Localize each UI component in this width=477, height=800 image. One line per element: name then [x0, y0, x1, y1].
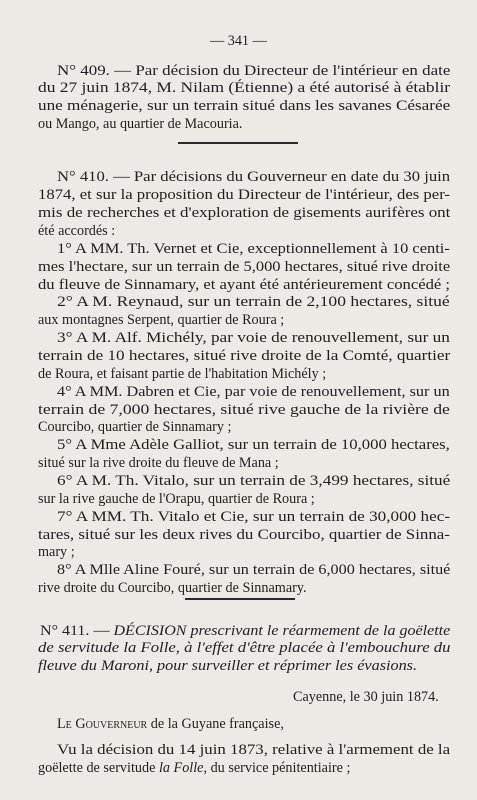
text-line: terrain de 7,000 hectares, situé rive gauche de la rivière de	[38, 402, 450, 418]
text-line: une ménagerie, sur un terrain situé dans les savanes Césarée	[38, 98, 451, 114]
text-line: 3° A M. Alf. Michély, par voie de renouvellement, sur un	[57, 330, 450, 346]
text-line: situé sur la rive droite du fleuve de Mana ;	[38, 455, 279, 471]
text-line: rive droite du Courcibo, quartier de Sinnamary.	[38, 580, 307, 596]
text-line: terrain de 10 hectares, situé rive droite de la Comté, quartier	[38, 348, 451, 364]
text-line: mis de recherches et d'exploration de gisements aurifères ont	[38, 205, 451, 221]
text-line: 6° A M. Th. Vitalo, sur un terrain de 3,499 hectares, situé	[57, 473, 451, 489]
text-line: du fleuve de Sinnamary, et ayant été antérieurement concédé ;	[38, 277, 451, 293]
section-divider	[185, 598, 295, 600]
authority-line: Le Gouverneur de la Guyane française,	[57, 716, 284, 732]
text-line: 1874, et sur la proposition du Directeur de l'intérieur, des per-	[38, 187, 450, 203]
text-line: goëlette de servitude la Folle, du service pénitentiaire ;	[38, 760, 351, 776]
text-line: tares, situé sur les deux rives du Courcibo, quartier de Sinna-	[38, 527, 450, 543]
text-line: 5° A Mme Adèle Galliot, sur un terrain de 10,000 hectares,	[57, 437, 450, 453]
heading-line: fleuve du Maroni, pour surveiller et réprimer les évasions.	[38, 658, 418, 674]
text-line: Courcibo, quartier de Sinnamary ;	[38, 419, 232, 435]
text-line: mes l'hectare, sur un terrain de 5,000 hectares, situé rive droite	[38, 259, 451, 275]
text-line: 1° A MM. Th. Vernet et Cie, exceptionnellement à 10 centi-	[57, 241, 450, 257]
text-line: aux montagnes Serpent, quartier de Roura ;	[38, 312, 285, 328]
page-number: — 341 —	[210, 33, 267, 49]
text-line: N° 409. — Par décision du Directeur de l'intérieur en date	[57, 63, 451, 79]
text-line: mary ;	[38, 544, 75, 560]
text-line: 8° A Mlle Aline Fouré, sur un terrain de 6,000 hectares, situé	[57, 562, 451, 578]
text-line: N° 410. — Par décisions du Gouverneur en date du 30 juin	[57, 169, 451, 185]
heading-line: de servitude la Folle, à l'effet d'être placée à l'embouchure du	[38, 640, 451, 656]
dateline: Cayenne, le 30 juin 1874.	[293, 689, 439, 705]
heading-line: N° 411. — DÉCISION prescrivant le réarmement de la goëlette	[40, 623, 451, 639]
text-line: 4° A MM. Dabren et Cie, par voie de renouvellement, sur un	[57, 384, 450, 400]
text-line: été accordés :	[38, 223, 116, 239]
text-line: 2° A M. Reynaud, sur un terrain de 2,100 hectares, situé	[57, 294, 450, 310]
text-line: de Roura, et faisant partie de l'habitation Michély ;	[38, 366, 327, 382]
section-divider	[178, 142, 298, 144]
text-line: ou Mango, au quartier de Macouria.	[38, 116, 243, 132]
text-line: 7° A MM. Th. Vitalo et Cie, sur un terrain de 30,000 hec-	[57, 509, 451, 525]
text-line: sur la rive gauche de l'Orapu, quartier de Roura ;	[38, 491, 315, 507]
text-line: Vu la décision du 14 juin 1873, relative à l'armement de la	[57, 742, 451, 758]
text-line: du 27 juin 1874, M. Nilam (Étienne) a été autorisé à établir	[38, 80, 451, 96]
